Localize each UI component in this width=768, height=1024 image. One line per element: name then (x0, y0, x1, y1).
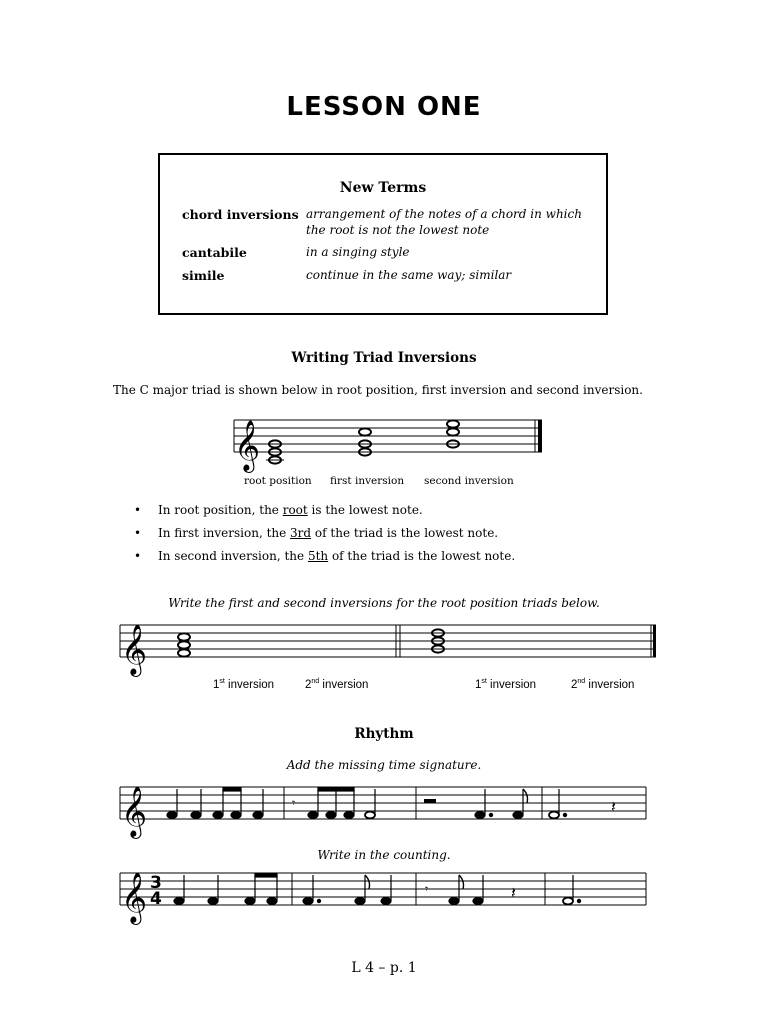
caption-root-position: root position (244, 475, 312, 487)
rhythm-heading: Rhythm (354, 726, 414, 742)
label-second-inversion-1: 2nd inversion (305, 678, 369, 691)
triad-inversions-heading: Writing Triad Inversions (291, 350, 477, 366)
time-signature-top: 3 (150, 873, 162, 893)
caption-first-inversion: first inversion (330, 475, 405, 487)
page-title: LESSON ONE (286, 92, 482, 122)
term-cantabile: cantabile (182, 245, 247, 260)
exercise-inversions-instruction: Write the first and second inversions for the root position triads below. (168, 596, 600, 610)
caption-second-inversion: second inversion (424, 475, 514, 487)
definition-simile: continue in the same way; similar (306, 268, 512, 282)
time-signature-bottom: 4 (150, 889, 162, 909)
treble-clef-icon: 𝄞 (234, 420, 261, 471)
eighth-rest-icon: 𝄾 (292, 796, 296, 810)
label-first-inversion-2: 1st inversion (475, 678, 537, 691)
eighth-rest-icon: 𝄾 (425, 882, 429, 896)
triad-intro-text: The C major triad is shown below in root position, first inversion and second inversion. (113, 383, 643, 397)
treble-clef-icon: 𝄞 (121, 624, 148, 675)
quarter-rest-icon: 𝄽 (511, 883, 516, 902)
term-chord-inversions: chord inversions (182, 207, 299, 222)
definition-cantabile: in a singing style (306, 245, 410, 259)
term-simile: simile (182, 268, 225, 283)
treble-clef-icon: 𝄞 (121, 786, 148, 837)
label-first-inversion-1: 1st inversion (213, 678, 275, 691)
page-footer: L 4 – p. 1 (351, 960, 417, 976)
label-second-inversion-2: 2nd inversion (571, 678, 635, 691)
treble-clef-icon: 𝄞 (121, 872, 148, 923)
rhythm-instruction-time-signature: Add the missing time signature. (286, 758, 482, 772)
new-terms-heading: New Terms (339, 180, 427, 196)
definition-chord-inversions: arrangement of the notes of a chord in which the root is not the lowest note (306, 207, 582, 237)
quarter-rest-icon: 𝄽 (611, 797, 616, 816)
rhythm-instruction-counting: Write in the counting. (317, 848, 451, 862)
